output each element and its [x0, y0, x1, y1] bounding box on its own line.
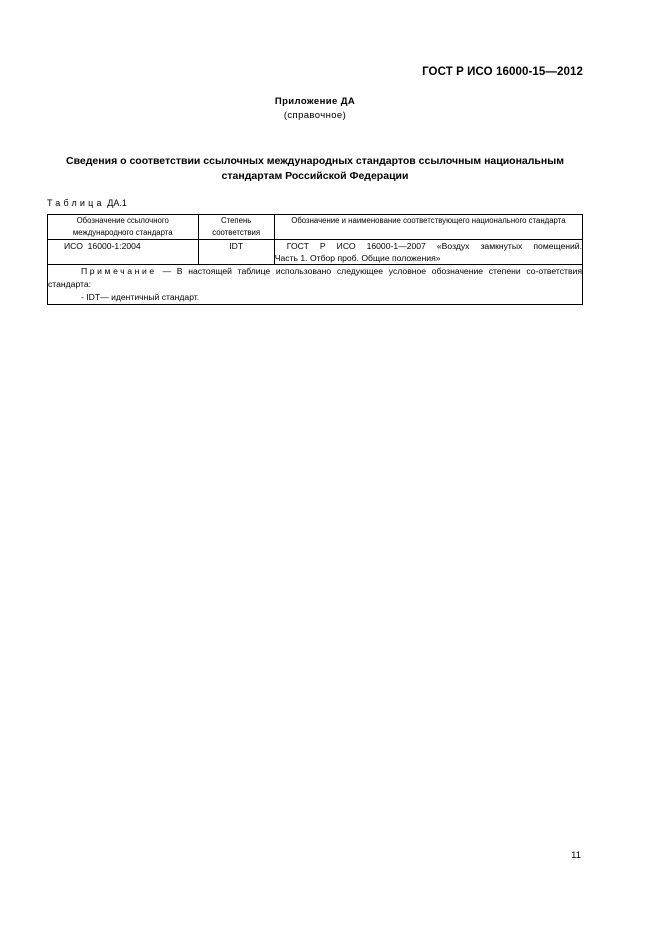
note-text: — В настоящей таблице использовано следующее условное обозначение степени со-ответствия стандарта:: [48, 266, 582, 289]
table-caption-word: Таблица: [47, 198, 105, 208]
national-standard-line-2: Часть 1. Отбор проб. Общие положения»: [274, 253, 441, 263]
header-international-standard: Обозначение ссылочного международного стандарта: [48, 215, 199, 240]
reference-table: [47, 214, 583, 305]
national-standard-line-1: ГОСТ Р ИСО 16000-1—2007 «Воздух замкнутых помещений.: [286, 241, 582, 251]
appendix-subtitle: (справочное): [283, 110, 347, 121]
appendix-title: Приложение ДА: [274, 96, 356, 107]
note-label: Примечание: [81, 266, 157, 276]
header-degree-of-correspondence: Степень соответствия: [198, 215, 274, 240]
section-title: Сведения о соответствии ссылочных международных стандартов ссылочным национальным стандартам Российской Федерации: [66, 155, 564, 182]
table-note-row: [48, 265, 583, 305]
cell-national-standard: [274, 240, 582, 265]
appendix-heading: [0, 95, 630, 123]
page-number: 11: [571, 850, 581, 861]
table-caption-number: ДА.1: [107, 198, 127, 208]
cell-degree: IDT: [198, 240, 274, 265]
table-note: [48, 265, 583, 305]
table-caption: [47, 198, 127, 208]
note-text-block: [48, 265, 582, 291]
document-code: ГОСТ Р ИСО 16000-15—2012: [422, 66, 583, 78]
table-row: [48, 240, 583, 265]
cell-international-standard: ИСО 16000-1:2004: [48, 240, 199, 265]
header-national-standard: Обозначение и наименование соответствующего национального стандарта: [274, 215, 582, 240]
note-item: - IDT— идентичный стандарт.: [81, 292, 200, 302]
table-header-row: [48, 215, 583, 240]
